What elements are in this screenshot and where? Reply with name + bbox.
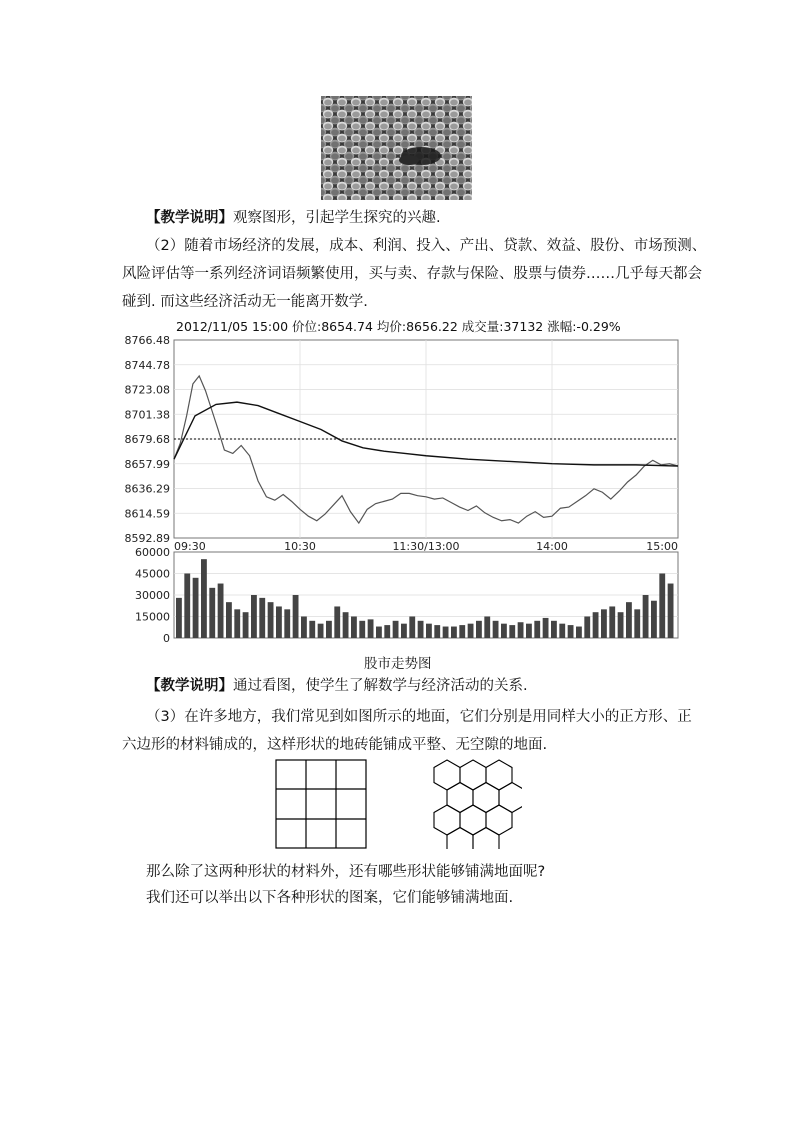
volume-bar [584,617,590,639]
volume-bar [493,621,499,638]
paragraph-3-line-1: （3）在许多地方，我们常见到如图所示的地面，它们分别是用同样大小的正方形、正 [146,709,692,725]
time-tick-label: 09:30 [174,540,206,553]
volume-bar [343,612,349,638]
volume-bar [201,559,207,638]
volume-bar [226,602,232,638]
volume-bar [409,617,415,639]
volume-bar [634,609,640,638]
volume-bar [176,598,182,638]
chart-title: 2012/11/05 15:00 价位:8654.74 均价:8656.22 成交量:37132 涨幅:-0.29% [176,319,621,334]
time-tick-label: 14:00 [536,540,568,553]
volume-tick-label: 30000 [135,589,170,602]
volume-bar [243,612,249,638]
volume-bar [601,609,607,638]
volume-bar [668,584,674,638]
volume-bar [626,602,632,638]
volume-bar [234,609,240,638]
paragraph-5: 我们还可以举出以下各种形状的图案，它们能够铺满地面. [146,890,514,906]
volume-bar [593,612,599,638]
volume-tick-label: 60000 [135,546,170,559]
time-tick-label: 11:30/13:00 [392,540,460,553]
volume-bar [451,627,457,638]
volume-bar [509,625,515,638]
volume-bar [651,601,657,638]
teaching-note-1 [146,204,441,232]
price-tick-label: 8766.48 [124,334,170,347]
chart-caption: 股市走势图 [364,656,432,672]
hexagon-tile [447,828,473,850]
volume-bar [359,621,365,638]
volume-bar [543,618,549,638]
volume-bar [384,625,390,638]
volume-bar [334,606,340,638]
volume-bar [484,617,490,639]
square-tiling-figure [275,759,367,849]
hexagon-tile [447,783,473,813]
volume-bar [318,624,324,638]
time-tick-label: 10:30 [284,540,316,553]
paragraph-2-line-1: （2）随着市场经济的发展，成本、利润、投入、产出、贷款、效益、股份、市场预测、 [146,238,707,254]
volume-bar [268,602,274,638]
volume-bar [351,617,357,639]
volume-tick-label: 45000 [135,567,170,581]
price-tick-label: 8614.59 [124,507,170,521]
hexagon-tiling-figure [428,759,522,849]
volume-bar [659,574,665,639]
paragraph-2-line-3: 碰到. 而这些经济活动无一能离开数学. [122,294,368,310]
volume-bar [618,612,624,638]
volume-bar [301,617,307,639]
teaching-note-text: 通过看图，使学生了解数学与经济活动的关系. [233,678,528,694]
volume-bar [643,595,649,638]
volume-bar [426,624,432,638]
hexagon-tile [434,805,460,835]
volume-bar [393,621,399,638]
volume-bar [418,621,424,638]
teaching-note-text: 观察图形，引起学生探究的兴趣. [233,210,441,226]
volume-bar [576,627,582,638]
hexagon-tile [499,783,522,813]
volume-bar [443,627,449,638]
volume-bar [518,622,524,638]
volume-bar [259,598,265,638]
volume-bar [468,624,474,638]
volume-bar [376,627,382,638]
paragraph-2-line-2: 风险评估等一系列经济词语频繁使用，买与卖、存款与保险、股票与债券……几乎每天都会 [122,266,702,282]
volume-bar [534,621,540,638]
volume-bar [526,624,532,638]
price-tick-label: 8744.78 [124,358,170,372]
price-tick-label: 8679.68 [124,433,170,446]
price-tick-label: 8701.38 [124,408,170,422]
volume-bar [251,595,257,638]
volume-bar [284,609,290,638]
volume-bar [184,574,190,639]
volume-bar [276,606,282,638]
stock-chart [120,334,682,644]
volume-bar [551,621,557,638]
volume-bar [501,624,507,638]
volume-bar [193,578,199,638]
volume-bar [459,625,465,638]
hexagon-tile [486,805,512,835]
volume-bar [401,624,407,638]
honeycomb-photo [321,96,472,200]
volume-bar [568,625,574,638]
teaching-note-label: 【教学说明】 [146,678,233,694]
price-tick-label: 8657.99 [124,457,170,471]
hexagon-tile [473,783,499,813]
paragraph-3-line-2: 六边形的材料铺成的，这样形状的地砖能铺成平整、无空隙的地面. [122,737,548,753]
price-tick-label: 8592.89 [124,532,170,545]
hexagon-tile [460,805,486,835]
volume-bar [293,595,299,638]
volume-bar [209,588,215,638]
volume-bar [309,621,315,638]
time-tick-label: 15:00 [646,540,678,553]
volume-bar [559,624,565,638]
teaching-note-label: 【教学说明】 [146,210,233,226]
volume-tick-label: 15000 [135,610,170,624]
hexagon-tile [486,760,512,790]
hexagon-tile [473,828,499,850]
volume-bar [326,621,332,638]
price-tick-label: 8723.08 [124,383,170,397]
volume-bar [476,621,482,638]
volume-bar [368,619,374,638]
hexagon-tile [460,760,486,790]
hexagon-tile [434,760,460,790]
volume-tick-label: 0 [163,632,170,644]
volume-bar [609,606,615,638]
volume-bar [218,584,224,638]
volume-bar [434,625,440,638]
price-tick-label: 8636.29 [124,482,170,496]
teaching-note-2 [146,672,528,700]
paragraph-4: 那么除了这两种形状的材料外，还有哪些形状能够铺满地面呢? [146,864,546,880]
